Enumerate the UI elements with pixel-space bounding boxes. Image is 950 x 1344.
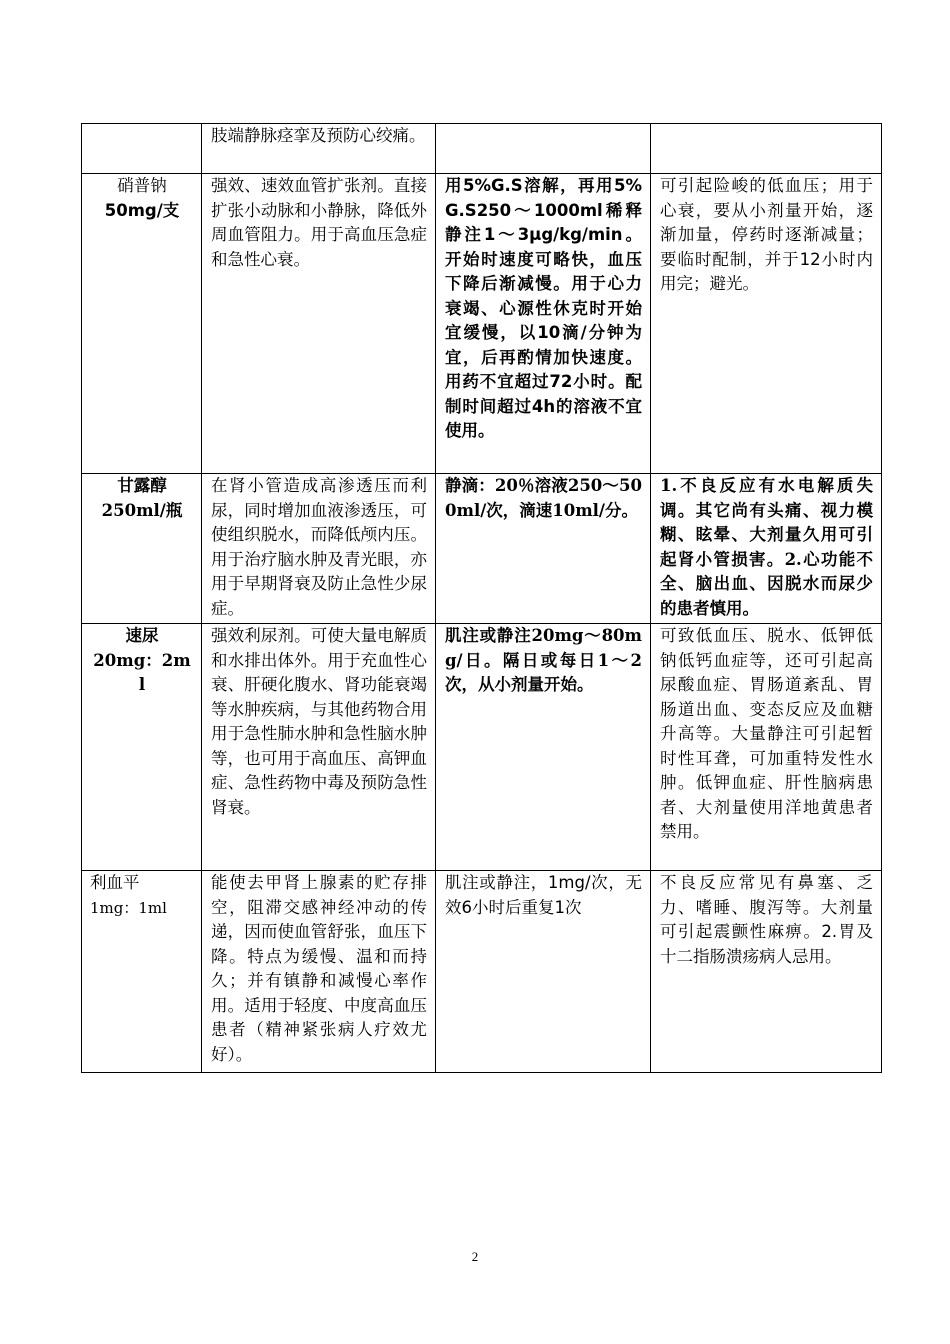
drug-spec: 50mg/支 [104, 200, 180, 220]
notes-cell [651, 124, 882, 174]
drug-name-cell [82, 624, 202, 871]
drug-spec: 250ml/瓶 [101, 500, 183, 520]
drug-name-cell [82, 124, 202, 174]
drug-name: 甘露醇 [117, 476, 167, 495]
notes-cell: 可致低血压、脱水、低钾低钠低钙血症等，还可引起高尿酸血症、胃肠道紊乱、胃肠道出血、变态反应及血糖升高等。大量静注可引起暂时性耳聋，可加重特发性水肿。低钾血症、肝性脑病患者、大剂量使用洋地黄患者禁用。 [651, 624, 882, 871]
notes-cell: 不良反应常见有鼻塞、乏力、嗜睡、腹泻等。大剂量可引起震颤性麻痹。2.胃及十二指肠溃疡病人忌用。 [651, 871, 882, 1073]
usage-cell: 肌注或静注，1mg/次，无效6小时后重复1次 [436, 871, 651, 1073]
indication-cell: 强效、速效血管扩张剂。直接扩张小动脉和小静脉，降低外周血管阻力。用于高血压急症和急性心衰。 [202, 174, 436, 474]
usage-cell: 用5%G.S溶解，再用5%G.S250～1000ml稀释静注1～3μg/kg/min。开始时速度可略快，血压下降后渐减慢。用于心力衰竭、心源性休克时开始宜缓慢，以10滴/分钟为宜，后再酌情加快速度。用药不宜超过72小时。配制时间超过4h的溶液不宜使用。 [436, 174, 651, 474]
usage-cell: 静滴：20％溶液250～500ml/次，滴速10ml/分。 [436, 474, 651, 624]
drug-name-cell [82, 174, 202, 474]
table-row [82, 871, 882, 1073]
table-row [82, 124, 882, 174]
table-row [82, 624, 882, 871]
indication-cell: 在肾小管造成高渗透压而利尿，同时增加血液渗透压，可使组织脱水，而降低颅内压。用于治疗脑水肿及青光眼，亦用于早期肾衰及防止急性少尿症。 [202, 474, 436, 624]
drug-name-cell [82, 474, 202, 624]
notes-cell: 可引起险峻的低血压；用于心衰，要从小剂量开始，逐渐加量，停药时逐渐减量；要临时配制，并于12小时内用完；避光。 [651, 174, 882, 474]
notes-cell: 1.不良反应有水电解质失调。其它尚有头痛、视力模糊、眩晕、大剂量久用可引起肾小管损害。2.心功能不全、脑出血、因脱水而尿少的患者慎用。 [651, 474, 882, 624]
drug-name: 利血平 [90, 873, 140, 892]
drug-name: 硝普钠 [117, 176, 167, 195]
usage-cell: 肌注或静注20mg～80mg/日。隔日或每日1～2次，从小剂量开始。 [436, 624, 651, 871]
drug-table [81, 123, 882, 1073]
table-row [82, 474, 882, 624]
table-row [82, 174, 882, 474]
drug-name-cell [82, 871, 202, 1073]
drug-spec: 1mg：1ml [90, 898, 167, 917]
usage-cell [436, 124, 651, 174]
indication-cell: 能使去甲肾上腺素的贮存排空，阻滞交感神经冲动的传递，因而使血管舒张，血压下降。特点为缓慢、温和而持久；并有镇静和减慢心率作用。适用于轻度、中度高血压患者（精神紧张病人疗效尤好）。 [202, 871, 436, 1073]
drug-spec: 20mg：2ml [93, 650, 191, 694]
drug-name: 速尿 [125, 626, 159, 645]
page-number: 2 [471, 1249, 479, 1264]
indication-cell: 强效利尿剂。可使大量电解质和水排出体外。用于充血性心衰、肝硬化腹水、肾功能衰竭等水肿疾病，与其他药物合用用于急性肺水肿和急性脑水肿等，也可用于高血压、高钾血症、急性药物中毒及预防急性肾衰。 [202, 624, 436, 871]
indication-cell: 肢端静脉痉挛及预防心绞痛。 [202, 124, 436, 174]
